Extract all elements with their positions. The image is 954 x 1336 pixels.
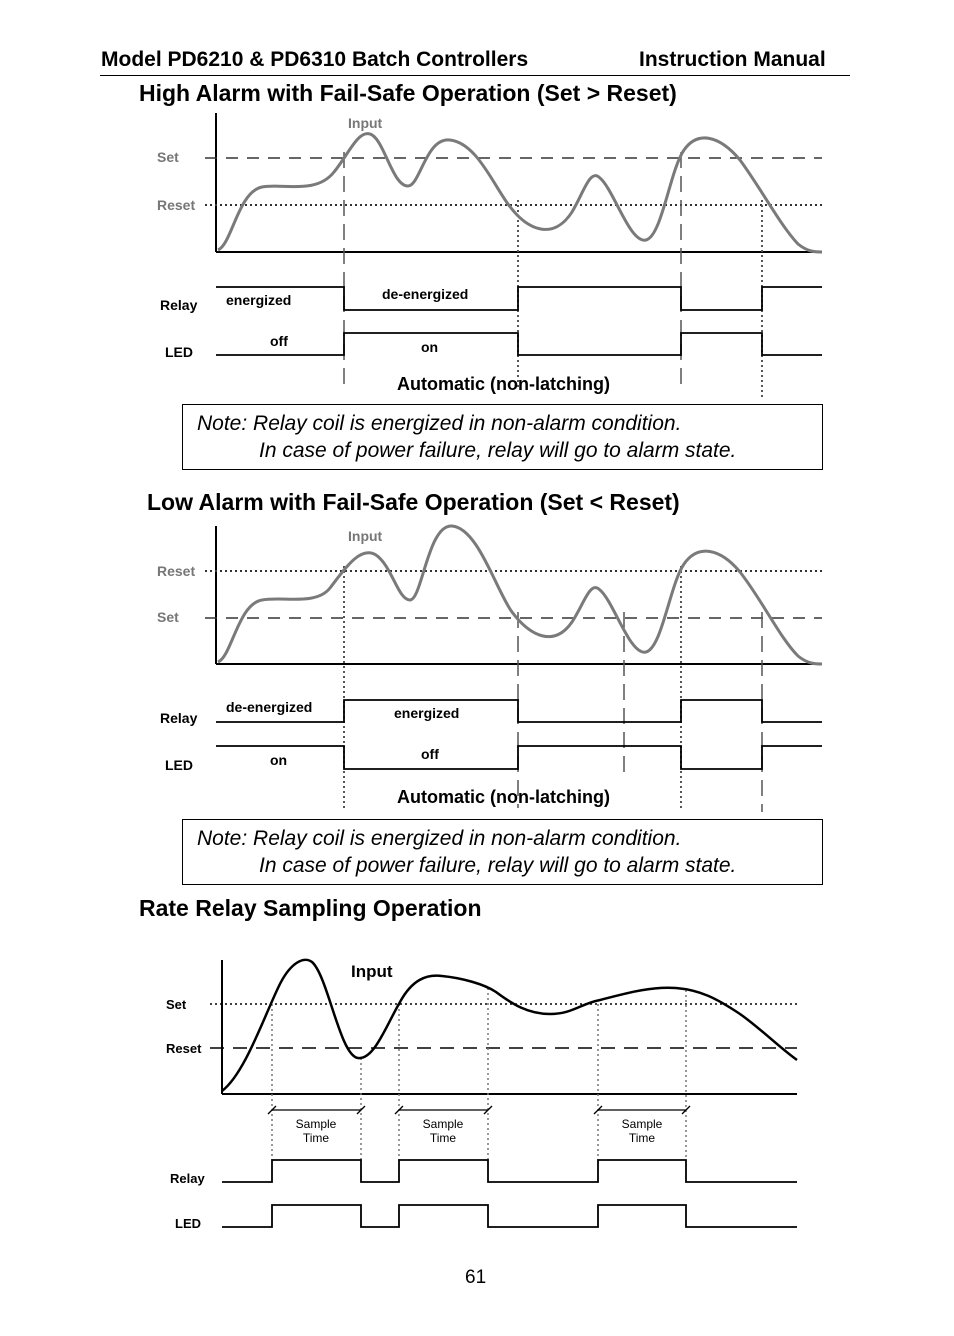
- rate-relay-diagram: [0, 945, 954, 1245]
- high-set-label: Set: [157, 149, 179, 165]
- high-mode-label: Automatic (non-latching): [397, 374, 610, 394]
- rate-relay-title: Rate Relay Sampling Operation: [139, 895, 482, 921]
- low-energized-label: energized: [394, 705, 460, 721]
- low-deenergized-label: de-energized: [226, 699, 313, 715]
- high-alarm-note: [182, 404, 823, 470]
- rate-led-label: LED: [175, 1216, 201, 1231]
- page-number: 61: [465, 1267, 487, 1288]
- low-relay-label: Relay: [160, 710, 198, 726]
- low-alarm-note: [182, 819, 823, 885]
- sample-time-3-line1: Sample: [621, 1117, 663, 1131]
- low-alarm-diagram: [0, 513, 954, 813]
- low-alarm-title: Low Alarm with Fail-Safe Operation (Set < Reset): [147, 489, 680, 515]
- sample-time-1-line2: Time: [302, 1131, 330, 1145]
- low-note-line1: Note: Relay coil is energized in non-alarm condition.: [197, 827, 682, 850]
- high-energized-label: energized: [226, 292, 292, 308]
- low-led-on-label: on: [270, 752, 288, 768]
- high-relay-label: Relay: [160, 297, 198, 313]
- header-rule: [100, 75, 850, 76]
- rate-input-label: Input: [351, 962, 393, 981]
- sample-time-3-line2: Time: [628, 1131, 656, 1145]
- low-reset-label: Reset: [157, 563, 196, 579]
- high-led-off-label: off: [270, 333, 288, 349]
- rate-reset-label: Reset: [166, 1041, 202, 1056]
- sample-time-2-line1: Sample: [422, 1117, 464, 1131]
- high-alarm-diagram: [0, 100, 954, 400]
- sample-time-1-line1: Sample: [295, 1117, 337, 1131]
- high-note-line2: In case of power failure, relay will go to alarm state.: [259, 439, 737, 462]
- high-deenergized-label: de-energized: [382, 286, 469, 302]
- header-manual: Instruction Manual: [639, 48, 826, 71]
- low-led-off-label: off: [421, 746, 439, 762]
- high-reset-label: Reset: [157, 197, 196, 213]
- high-input-label: Input: [348, 115, 383, 131]
- low-led-label: LED: [165, 757, 193, 773]
- high-led-on-label: on: [421, 339, 439, 355]
- high-led-label: LED: [165, 344, 193, 360]
- sample-time-2-line2: Time: [429, 1131, 457, 1145]
- high-alarm-title: High Alarm with Fail-Safe Operation (Set > Reset): [139, 80, 677, 106]
- header-title: Model PD6210 & PD6310 Batch Controllers: [101, 48, 529, 71]
- low-set-label: Set: [157, 609, 179, 625]
- low-input-label: Input: [348, 528, 383, 544]
- low-note-line2: In case of power failure, relay will go to alarm state.: [259, 854, 737, 877]
- high-note-line1: Note: Relay coil is energized in non-alarm condition.: [197, 412, 682, 435]
- rate-set-label: Set: [166, 997, 187, 1012]
- low-mode-label: Automatic (non-latching): [397, 787, 610, 807]
- rate-relay-label: Relay: [170, 1171, 205, 1186]
